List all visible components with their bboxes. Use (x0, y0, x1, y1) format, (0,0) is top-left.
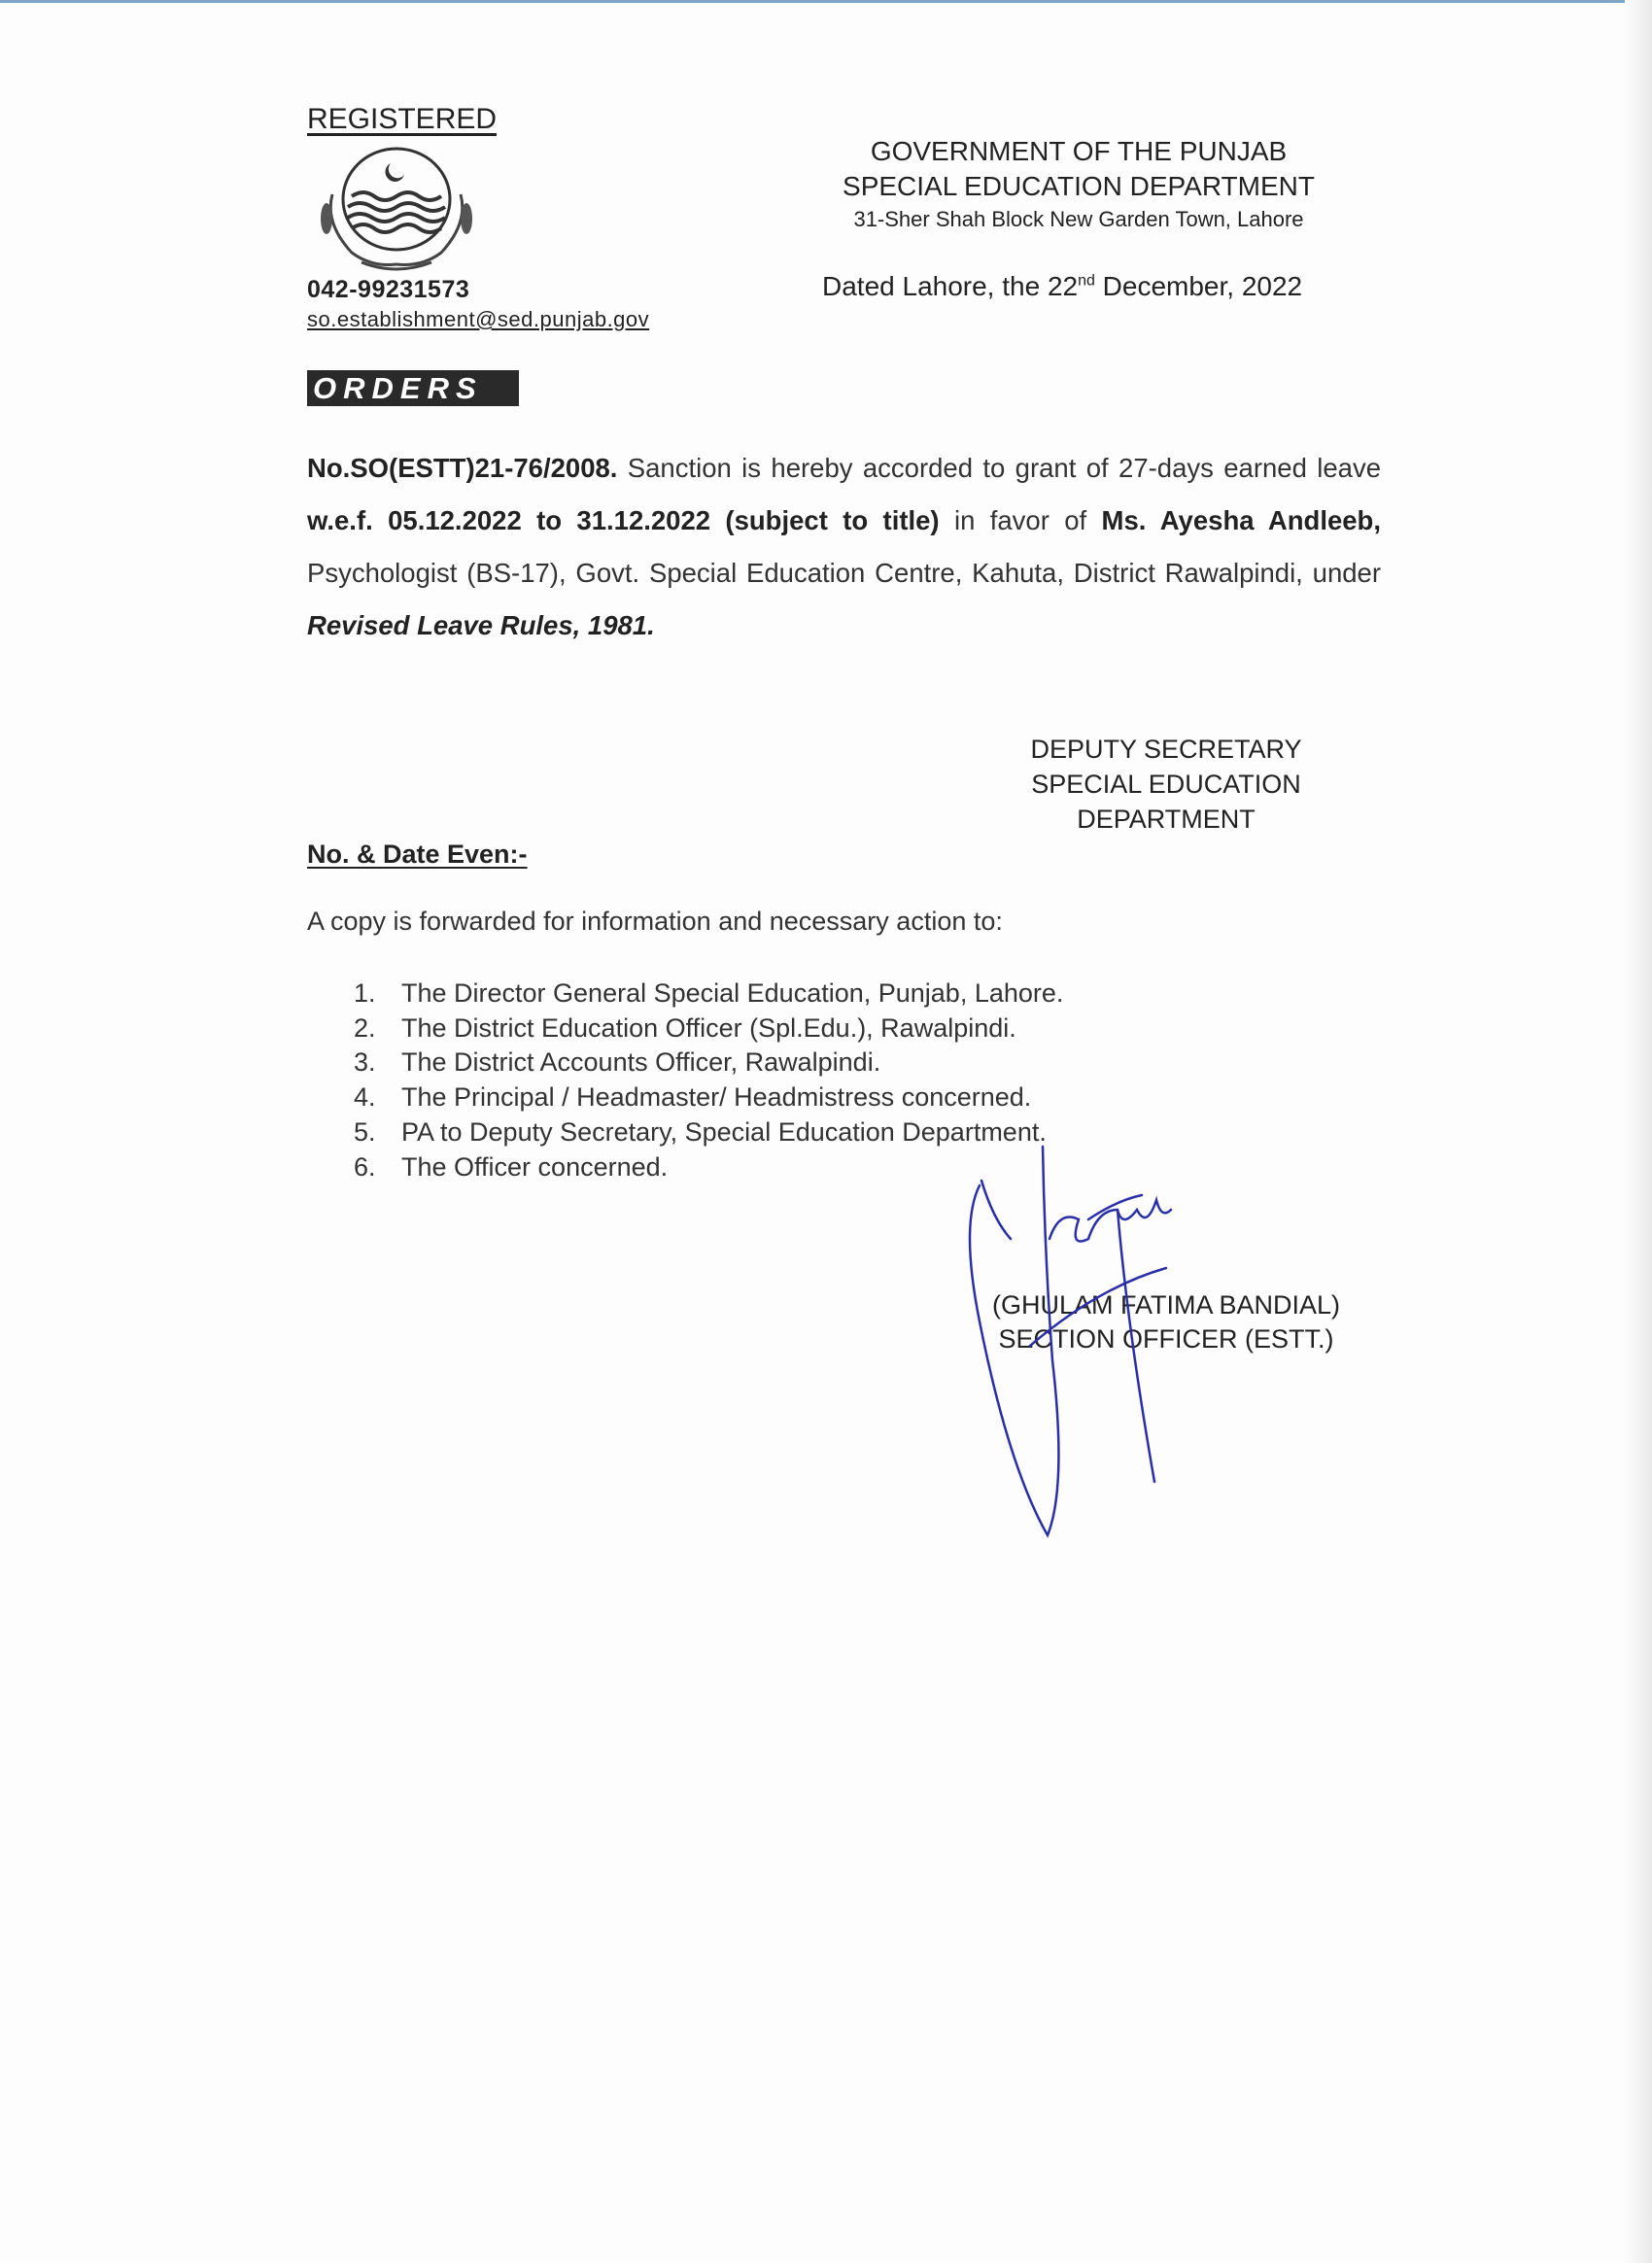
date-line (822, 271, 1302, 302)
list-item (354, 977, 1063, 1011)
email-link[interactable]: so.establishment@sed.punjab.gov (307, 307, 650, 331)
scan-top-edge (0, 0, 1652, 3)
phone-number: 042-99231573 (307, 276, 470, 303)
order-text: Psychologist (BS-17), Govt. Special Education Centre, Kahuta, District Rawalpindi, under (307, 558, 1381, 588)
order-paragraph (307, 442, 1381, 652)
deputy-line: DEPUTY SECRETARY (1030, 735, 1302, 764)
order-text: Sanction is hereby accorded to grant of 27-days earned leave (617, 453, 1381, 483)
list-number: 2. (354, 1012, 376, 1043)
date-prefix: Dated Lahore, the 22 (822, 271, 1079, 301)
deputy-secretary-block (972, 732, 1360, 837)
list-text: The Principal / Headmaster/ Headmistress concerned. (401, 1082, 1032, 1113)
department-name: SPECIAL EDUCATION DEPARTMENT (843, 171, 1315, 201)
list-number: 5. (354, 1116, 376, 1147)
list-text: The Officer concerned. (401, 1151, 669, 1182)
order-text: in favor of (939, 505, 1102, 535)
date-suffix: December, 2022 (1094, 271, 1303, 301)
list-text: PA to Deputy Secretary, Special Education Department. (401, 1116, 1047, 1147)
copy-intro: A copy is forwarded for information and necessary action to: (307, 907, 1003, 936)
handwritten-signature (952, 1132, 1244, 1540)
deputy-line: SPECIAL EDUCATION (1031, 770, 1301, 799)
scan-right-edge (1625, 0, 1652, 2263)
signatory-name: (GHULAM FATIMA BANDIAL) (991, 1290, 1341, 1320)
list-number: 4. (354, 1082, 376, 1113)
deputy-line: DEPARTMENT (1077, 805, 1256, 834)
even-number-heading: No. & Date Even:- (307, 840, 528, 869)
list-text: The Director General Special Education, Punjab, Lahore. (401, 978, 1064, 1008)
date-ordinal: nd (1078, 272, 1095, 290)
list-item (354, 1046, 1063, 1080)
order-number: No.SO(ESTT)21-76/2008. (307, 453, 618, 483)
list-number: 1. (354, 978, 376, 1008)
list-text: The District Education Officer (Spl.Edu.), Rawalpindi. (401, 1012, 1016, 1043)
employee-name: Ms. Ayesha Andleeb, (1101, 505, 1381, 535)
list-number: 6. (354, 1151, 376, 1182)
leave-rules: Revised Leave Rules, 1981. (307, 610, 655, 640)
signatory-title: SECTION OFFICER (ESTT.) (998, 1324, 1334, 1354)
registered-label: REGISTERED (307, 103, 498, 135)
list-item (354, 1080, 1063, 1115)
leave-period: w.e.f. 05.12.2022 to 31.12.2022 (subject to title) (307, 505, 940, 535)
list-item (354, 1011, 1063, 1046)
list-text: The District Accounts Officer, Rawalpindi. (401, 1047, 881, 1078)
address: 31-Sher Shah Block New Garden Town, Lahore (853, 207, 1304, 231)
org-name: GOVERNMENT OF THE PUNJAB (870, 136, 1288, 166)
list-number: 3. (354, 1047, 376, 1078)
punjab-government-seal-logo (313, 146, 480, 278)
orders-heading: ORDERS (307, 370, 519, 406)
